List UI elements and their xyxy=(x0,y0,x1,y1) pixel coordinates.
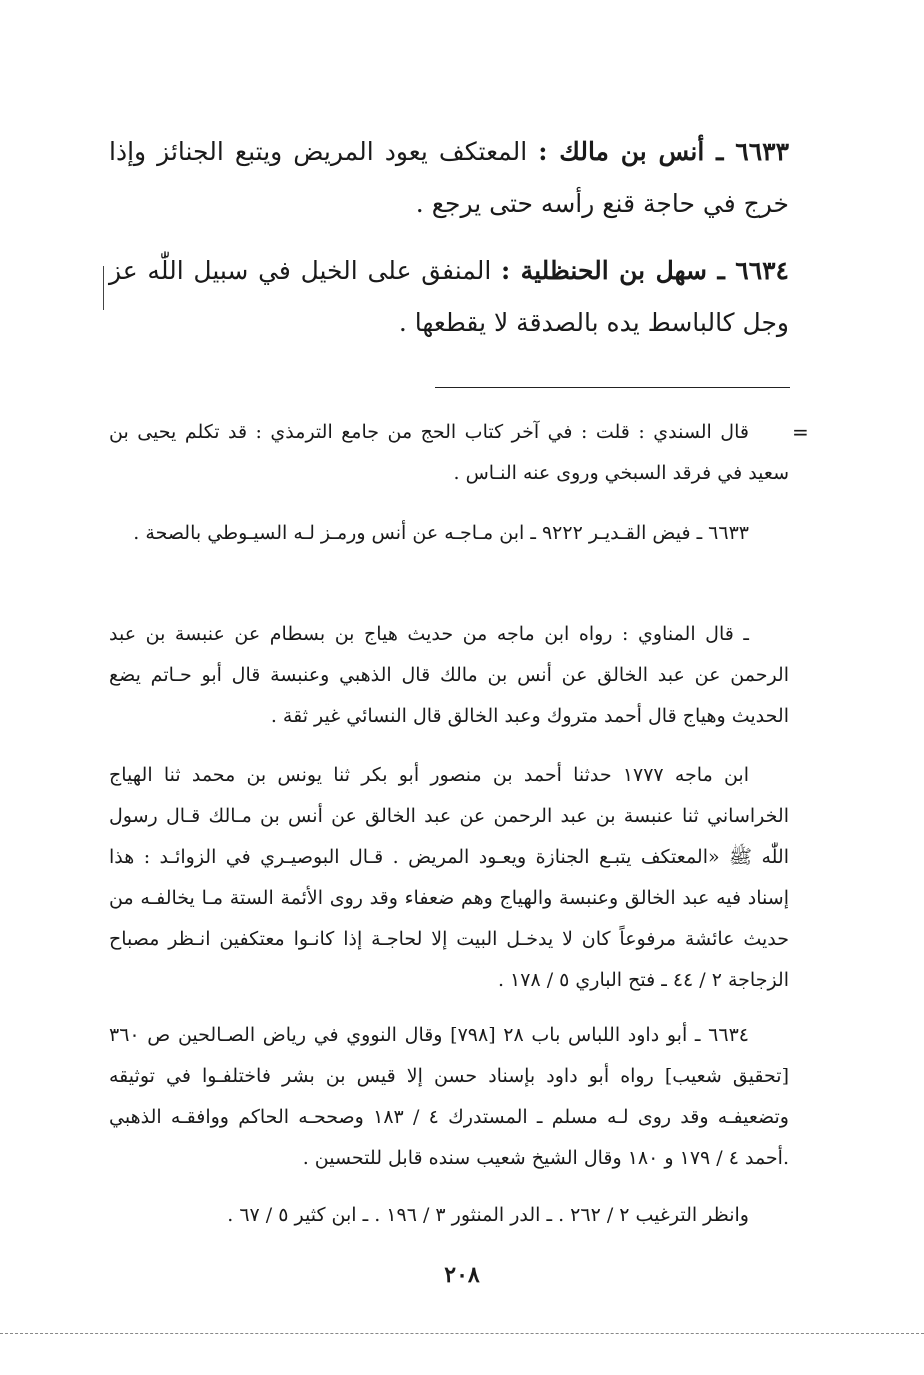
page-number: ٢٠٨ xyxy=(444,1262,480,1288)
entry-heading: ٦٦٣٣ ـ أنس بن مالك : xyxy=(538,137,789,166)
entry-heading: ٦٦٣٤ ـ سهل بن الحنظلية : xyxy=(500,256,789,285)
entry-text: المعتكف يعود المريض ويتبع الجنائز وإذا خرج في حاجة قنع رأسه حتى يرجع . xyxy=(109,137,789,218)
footnote-munawi: ـ قال المناوي : رواه ابن ماجه من حديث هياج بن بسطام عن عنبسة بن عبد الرحمن عن عبد الخالق عن أنس بن مالك قال الذهبي وعنبسة قال أبو حـاتم يضع الحديث وهياج قال أحمد متروك وعبد الخالق قال النسائي غير ثقة . xyxy=(109,623,789,727)
footnote-sindi: قال السندي : قلت : في آخر كتاب الحج من جامع الترمذي : قد تكلم يحيى بن سعيد في فرقد السبخي وروى عنه النـاس . xyxy=(109,421,789,484)
footnote-separator xyxy=(435,387,790,388)
margin-line xyxy=(103,266,104,310)
hadith-entry-6634 xyxy=(109,245,789,349)
footnote-6633: ٦٦٣٣ ـ فيض القـديـر ٩٢٢٢ ـ ابن مـاجـه عن أنس ورمـز لـه السيـوطي بالصحة . xyxy=(133,522,749,544)
footnote-references: وانظر الترغيب ٢ / ٢٦٢ . ـ الدر المنثور ٣ / ١٩٦ . ـ ابن كثير ٥ / ٦٧ . xyxy=(227,1204,749,1226)
hadith-entry-6633 xyxy=(109,126,789,230)
scan-edge-line xyxy=(0,1333,924,1334)
footnote-ibn-majah: ابن ماجه ١٧٧٧ حدثنا أحمد بن منصور أبو بكر ثنا يونس بن محمد ثنا الهياج الخراساني ثنا عنبسة بن عبد الرحمن عن عبد الخالق عن أنس بن مـالك قـال رسول اللّٰه ﷺ «المعتكف يتبـع الجنازة ويعـود المريض . قـال البوصيـري في الزوائـد : هذا إسناد فيه عبد الخالق وعنبسة والهياج وهم ضعفاء وقد روى الأئمة الستة مـا يخالفـه من حديث عائشة مرفوعاً كان لا يدخـل البيت إلا لحاجـة إذا كانـوا معتكفين انـظر مصباح الزجاجة ٢ / ٤٤ ـ فتح الباري ٥ / ١٧٨ . xyxy=(109,764,789,991)
continuation-mark: = xyxy=(792,420,809,444)
entry-text: المنفق على الخيل في سبيل اللّٰه عز وجل كالباسط يده بالصدقة لا يقطعها . xyxy=(109,256,789,337)
footnote-6634: ٦٦٣٤ ـ أبو داود اللباس باب ٢٨ [٧٩٨] وقال النووي في رياض الصـالحين ص ٣٦٠ [تحقيق شعيب] رواه أبو داود بإسناد حسن إلا قيس بن بشر فاختلفـوا في توثيقه وتضعيفـه وقد روى لـه مسلم ـ المستدرك ٤ / ١٨٣ وصححـه الحاكم ووافقـه الذهبي .أحمد ٤ / ١٧٩ و ١٨٠ وقال الشيخ شعيب سنده قابل للتحسين . xyxy=(109,1024,789,1169)
